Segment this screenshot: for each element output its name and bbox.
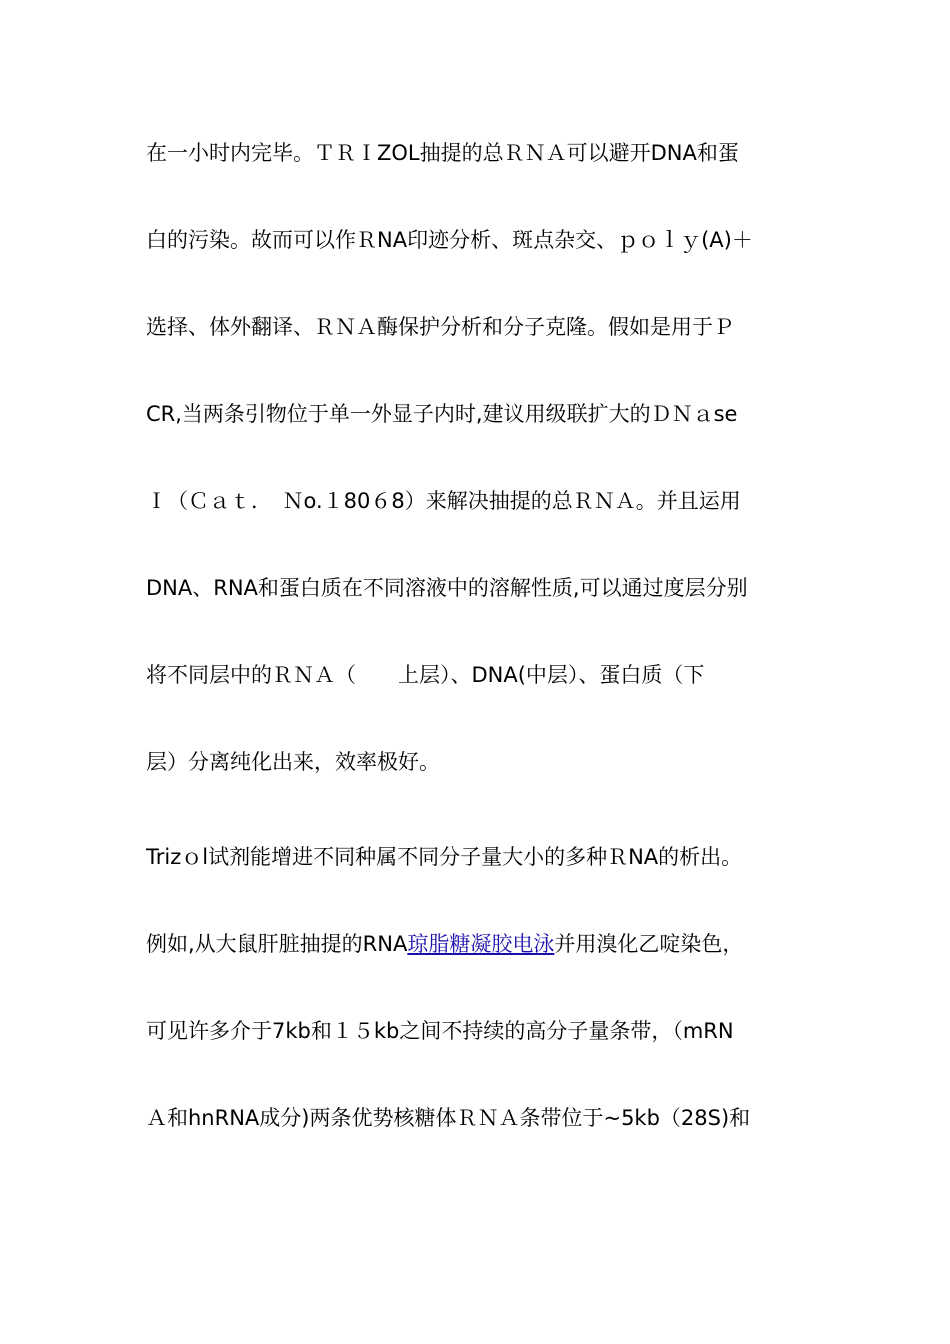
- text-line-1: 在一小时内完毕。ＴＲＩZOL抽提的总ＲＮＡ可以避开DNA和蛋: [146, 141, 739, 165]
- gel-electrophoresis-link[interactable]: 琼脂糖凝胶电泳: [407, 932, 555, 956]
- text-line-3: 选择、体外翻译、ＲＮＡ酶保护分析和分子克隆。假如是用于Ｐ: [146, 315, 734, 339]
- text-line-7: 将不同层中的ＲＮＡ（ 上层）、DNA(中层）、蛋白质（下: [146, 663, 705, 687]
- example-prefix: 例如,从大鼠肝脏抽提的RNA: [146, 932, 408, 956]
- text-line-4: CR,当两条引物位于单一外显子内时,建议用级联扩大的ＤＮａse: [146, 402, 738, 426]
- text-line-5: Ｉ（Ｃａｔ． Ｎo.１80６8）来解决抽提的总ＲＮＡ。并且运用: [146, 489, 741, 513]
- text-line-12: Ａ和hnRNA成分)两条优势核糖体ＲＮＡ条带位于~5kb（28S)和: [146, 1106, 751, 1130]
- text-line-2: 白的污染。故而可以作ＲNA印迹分析、斑点杂交、ｐｏｌｙ(A)＋: [146, 228, 753, 252]
- example-suffix: 并用溴化乙啶染色，: [554, 932, 744, 956]
- text-line-8: 层）分离纯化出来，效率极好。: [146, 750, 440, 774]
- text-line-9: Trizｏl试剂能增进不同种属不同分子量大小的多种ＲNA的析出。: [146, 845, 743, 869]
- text-line-11: 可见许多介于7kb和１５kb之间不持续的高分子量条带，（mRN: [146, 1019, 734, 1043]
- text-line-6: DNA、RNA和蛋白质在不同溶液中的溶解性质,可以通过度层分别: [146, 576, 748, 600]
- text-line-10: [146, 929, 806, 959]
